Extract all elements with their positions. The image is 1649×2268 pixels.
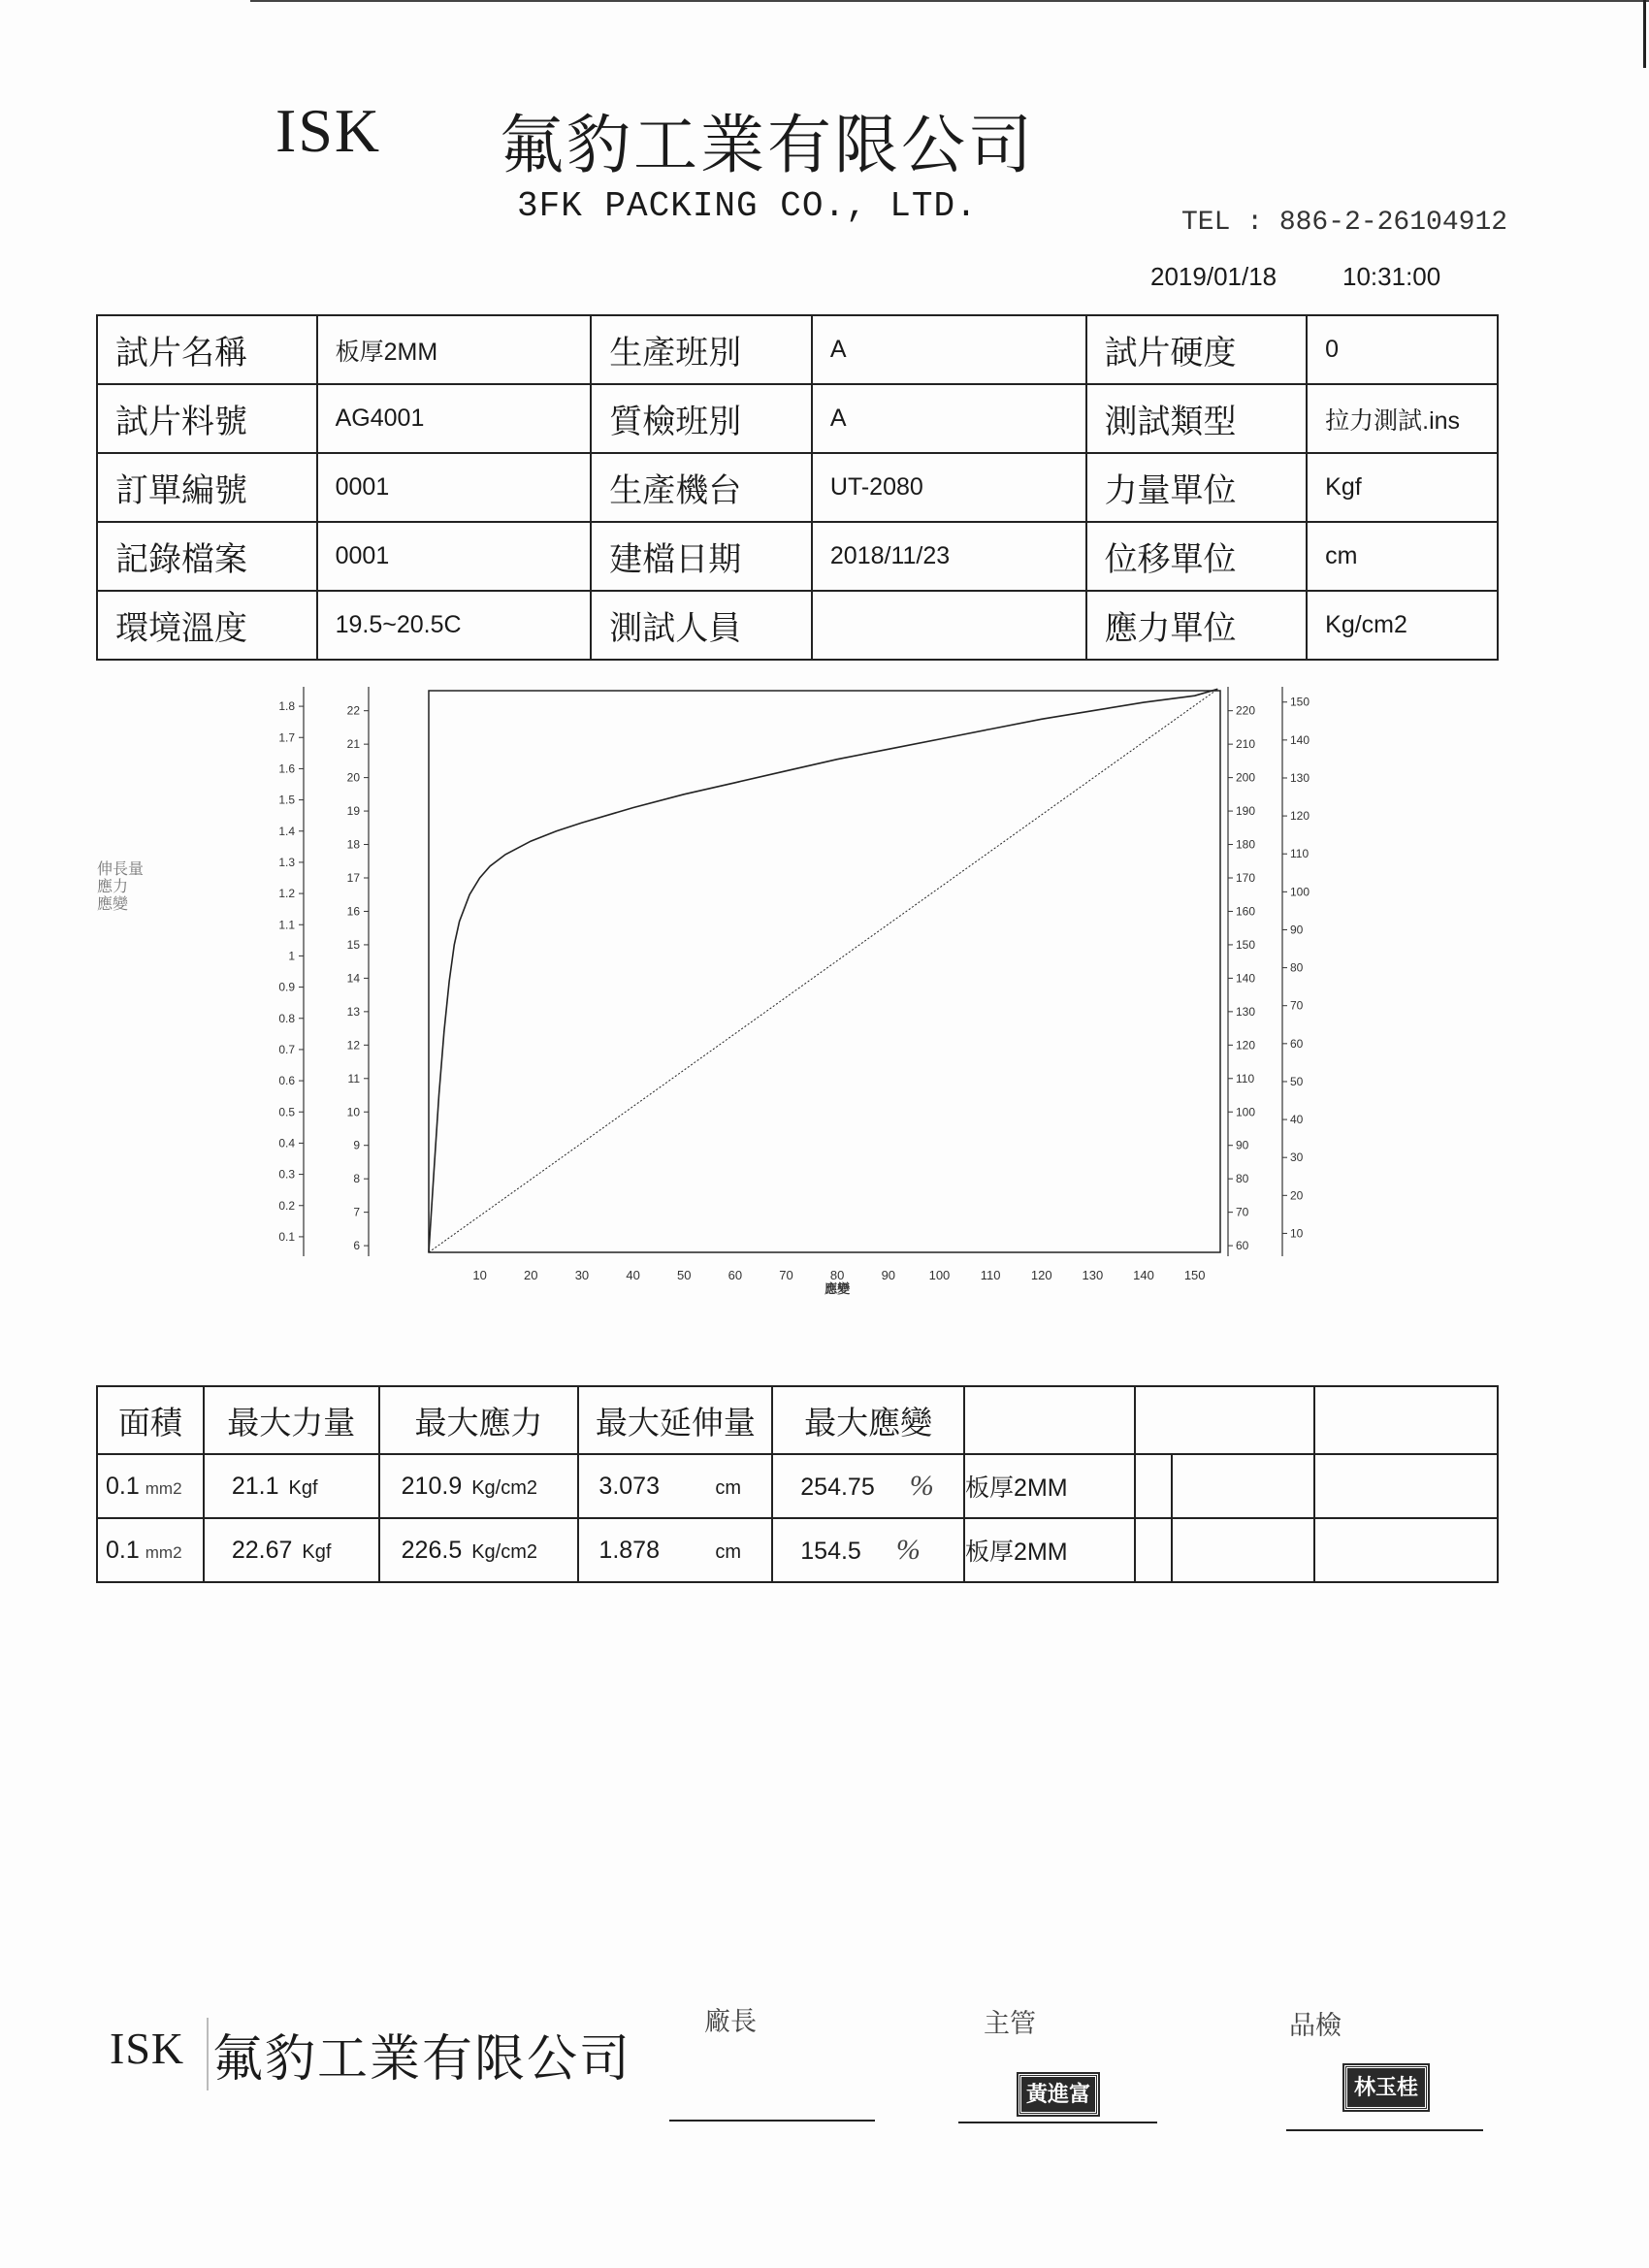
- stress-axis-tick-label: 150: [1236, 937, 1256, 952]
- force-axis-tick-label: 17: [346, 871, 360, 885]
- area-cell: [97, 1454, 204, 1518]
- stress-unit: Kg/cm2: [471, 1476, 538, 1499]
- stress-unit: Kg/cm2: [471, 1540, 538, 1563]
- empty-cell-b: [1172, 1518, 1315, 1582]
- elongation-axis-tick-label: 0.1: [278, 1229, 295, 1244]
- elongation-axis-tick-label: 0.4: [278, 1136, 295, 1150]
- secondary-axis-tick-label: 80: [1290, 960, 1304, 975]
- plot-frame: [429, 691, 1220, 1252]
- elongation-axis-tick-label: 1.5: [278, 793, 295, 807]
- info-value: [812, 591, 1086, 660]
- force-cell: [204, 1454, 379, 1518]
- stress-axis-tick-label: 60: [1236, 1239, 1249, 1253]
- info-value: 0001: [317, 453, 592, 522]
- info-row: [97, 315, 1498, 384]
- empty-cell-a: [1135, 1454, 1172, 1518]
- stress-axis-tick-label: 220: [1236, 703, 1256, 718]
- force-axis-tick-label: 8: [353, 1172, 360, 1186]
- x-tick-label: 70: [779, 1268, 793, 1282]
- results-header-cell: [964, 1386, 1135, 1454]
- qc-signature-line: [1286, 2129, 1483, 2131]
- scan-top-rule: [250, 0, 1649, 2]
- stress-cell: [379, 1518, 579, 1582]
- info-label: 質檢班別: [591, 384, 812, 453]
- empty-cell-c: [1314, 1518, 1498, 1582]
- supervisor-signature-line: [958, 2122, 1157, 2123]
- strain-cell: [772, 1518, 964, 1582]
- info-label: 應力單位: [1086, 591, 1308, 660]
- x-axis-label: 應變: [824, 1281, 851, 1296]
- results-header-cell: 最大應力: [379, 1386, 579, 1454]
- force-axis-tick-label: 11: [347, 1071, 360, 1085]
- stress-axis-tick-label: 100: [1236, 1105, 1256, 1119]
- qc-seal-stamp: 林玉桂: [1344, 2065, 1428, 2110]
- info-row: [97, 384, 1498, 453]
- force-axis-tick-label: 16: [346, 904, 360, 919]
- force-axis-tick-label: 22: [346, 703, 360, 718]
- elongation-axis-tick-label: 1.3: [278, 855, 295, 869]
- info-value: A: [812, 384, 1086, 453]
- info-label: 力量單位: [1086, 453, 1308, 522]
- x-tick-label: 30: [574, 1268, 590, 1282]
- stress-axis-tick-label: 200: [1236, 770, 1256, 785]
- force-value: 22.67: [231, 1536, 293, 1564]
- strain-value: 154.5: [800, 1538, 861, 1565]
- elongation-axis-tick-label: 0.9: [278, 980, 295, 994]
- factory-manager-signature-line: [669, 2120, 875, 2122]
- factory-manager-label: 廠長: [704, 2007, 757, 2037]
- secondary-axis-tick-label: 130: [1290, 770, 1310, 785]
- info-label: 環境溫度: [97, 591, 317, 660]
- stress-axis-tick-label: 140: [1236, 971, 1256, 986]
- stress-axis-tick-label: 170: [1236, 871, 1256, 885]
- elongation-axis-tick-label: 1: [288, 949, 295, 963]
- info-label: 記錄檔案: [97, 522, 317, 591]
- print-date: 2019/01/18: [1150, 262, 1277, 291]
- chart-legend: [97, 861, 144, 914]
- legend-strain: 應變: [97, 896, 129, 913]
- strain-value: 254.75: [800, 1474, 875, 1501]
- secondary-axis-tick-label: 100: [1290, 885, 1310, 899]
- info-value: 2018/11/23: [812, 522, 1086, 591]
- elongation-value: 3.073: [598, 1472, 660, 1500]
- stress-value: 226.5: [401, 1536, 463, 1564]
- stress-axis-tick-label: 210: [1236, 737, 1256, 752]
- telephone: TEL : 886-2-26104912: [1181, 208, 1508, 238]
- area-value: 0.1: [106, 1472, 140, 1500]
- scan-edge-mark: [1643, 0, 1646, 68]
- elongation-axis-tick-label: 1.1: [278, 918, 295, 932]
- force-axis-tick-label: 13: [346, 1004, 360, 1019]
- force-axis-tick-label: 14: [346, 971, 360, 986]
- info-value: A: [812, 315, 1086, 384]
- secondary-axis-tick-label: 60: [1290, 1036, 1304, 1051]
- results-row: [97, 1518, 1498, 1582]
- force-axis-tick-label: 7: [353, 1205, 360, 1219]
- area-value: 0.1: [106, 1536, 140, 1564]
- elongation-cell: [578, 1518, 772, 1582]
- force-cell: [204, 1518, 379, 1582]
- x-tick-label: 60: [728, 1268, 743, 1282]
- elongation-axis-tick-label: 0.2: [278, 1198, 295, 1213]
- supervisor-seal-stamp: 黃進富: [1018, 2074, 1098, 2115]
- secondary-axis-tick-label: 30: [1290, 1150, 1304, 1165]
- legend-elongation: 伸長量: [97, 861, 145, 878]
- qc-label: 品檢: [1289, 2011, 1342, 2041]
- note-cell: 板厚2MM: [964, 1454, 1135, 1518]
- elongation-unit: cm: [715, 1540, 742, 1563]
- secondary-axis-tick-label: 140: [1290, 732, 1310, 747]
- info-value: UT-2080: [812, 453, 1086, 522]
- strain-cell: [772, 1454, 964, 1518]
- results-header-cell: 最大延伸量: [578, 1386, 772, 1454]
- elongation-axis-tick-label: 1.4: [278, 824, 295, 838]
- footer-company-name: 氟豹工業有限公司: [207, 2018, 631, 2090]
- stress-axis-tick-label: 190: [1236, 804, 1256, 819]
- secondary-axis-tick-label: 50: [1290, 1074, 1304, 1088]
- force-axis-tick-label: 21: [346, 737, 360, 752]
- x-tick-label: 50: [676, 1268, 692, 1282]
- info-value: 拉力測試.ins: [1307, 384, 1498, 453]
- x-tick-label: 80: [829, 1268, 845, 1282]
- info-label: 試片硬度: [1086, 315, 1308, 384]
- x-tick-label: 140: [1133, 1268, 1154, 1282]
- secondary-axis-tick-label: 150: [1290, 695, 1310, 709]
- info-label: 建檔日期: [591, 522, 812, 591]
- force-unit: Kgf: [302, 1540, 332, 1563]
- results-header-cell: [1135, 1386, 1315, 1454]
- info-value: 板厚2MM: [317, 315, 592, 384]
- stress-axis-tick-label: 120: [1236, 1038, 1256, 1053]
- info-value: 0001: [317, 522, 592, 591]
- stress-axis-tick-label: 180: [1236, 837, 1256, 852]
- legend-stress: 應力: [97, 879, 129, 895]
- force-axis-tick-label: 12: [346, 1038, 360, 1053]
- force-axis-tick-label: 9: [353, 1138, 360, 1152]
- brand-name: ISK: [275, 96, 382, 165]
- info-label: 試片名稱: [97, 315, 317, 384]
- x-tick-label: 10: [472, 1268, 487, 1282]
- secondary-axis-tick-label: 110: [1290, 847, 1310, 861]
- info-label: 生產班別: [591, 315, 812, 384]
- x-tick-label: 110: [980, 1268, 1001, 1282]
- results-header-cell: 最大應變: [772, 1386, 964, 1454]
- x-tick-label: 100: [928, 1268, 951, 1282]
- elongation-axis-tick-label: 0.6: [278, 1074, 295, 1088]
- info-value: 19.5~20.5C: [317, 591, 592, 660]
- area-cell: [97, 1518, 204, 1582]
- elongation-value: 1.878: [598, 1536, 660, 1564]
- info-value: 0: [1307, 315, 1498, 384]
- x-tick-label: 90: [881, 1268, 896, 1282]
- results-header-cell: 最大力量: [204, 1386, 379, 1454]
- info-value: AG4001: [317, 384, 592, 453]
- force-axis-tick-label: 15: [346, 937, 360, 952]
- stress-axis-tick-label: 80: [1236, 1172, 1249, 1186]
- elongation-cell: [578, 1454, 772, 1518]
- info-label: 訂單編號: [97, 453, 317, 522]
- empty-cell-a: [1135, 1518, 1172, 1582]
- info-label: 位移單位: [1086, 522, 1308, 591]
- secondary-axis-tick-label: 90: [1290, 923, 1304, 937]
- note-cell: 板厚2MM: [964, 1518, 1135, 1582]
- x-tick-label: 120: [1030, 1268, 1052, 1282]
- empty-cell-b: [1172, 1454, 1315, 1518]
- footer-brand: ISK: [110, 2024, 185, 2073]
- force-axis-tick-label: 6: [353, 1239, 360, 1253]
- force-axis-tick-label: 18: [346, 837, 360, 852]
- info-label: 試片料號: [97, 384, 317, 453]
- info-value: Kg/cm2: [1307, 591, 1498, 660]
- results-header-cell: 面積: [97, 1386, 204, 1454]
- force-value: 21.1: [231, 1472, 279, 1500]
- strain-unit: %: [895, 1534, 921, 1566]
- elongation-axis-tick-label: 1.2: [278, 887, 295, 901]
- results-header-row: [97, 1386, 1498, 1454]
- elongation-axis-tick-label: 0.3: [278, 1167, 295, 1182]
- results-table: [96, 1385, 1499, 1583]
- force-axis-tick-label: 10: [346, 1105, 360, 1119]
- supervisor-label: 主管: [984, 2009, 1036, 2039]
- info-label: 生產機台: [591, 453, 812, 522]
- elongation-axis-tick-label: 1.6: [278, 761, 295, 776]
- info-value: Kgf: [1307, 453, 1498, 522]
- company-name-zh: 氟豹工業有限公司: [500, 111, 1035, 181]
- secondary-axis-tick-label: 40: [1290, 1113, 1304, 1127]
- results-row: [97, 1454, 1498, 1518]
- stress-axis-tick-label: 110: [1236, 1071, 1255, 1085]
- x-tick-label: 20: [524, 1268, 538, 1282]
- stress-axis-tick-label: 130: [1236, 1004, 1256, 1019]
- area-unit: mm2: [145, 1542, 182, 1562]
- stress-axis-tick-label: 160: [1236, 904, 1256, 919]
- info-label: 測試人員: [591, 591, 812, 660]
- info-label: 測試類型: [1086, 384, 1308, 453]
- specimen-info-table: [96, 314, 1499, 661]
- secondary-axis-tick-label: 70: [1290, 998, 1304, 1013]
- elongation-axis-tick-label: 1.8: [278, 699, 295, 714]
- stress-cell: [379, 1454, 579, 1518]
- info-row: [97, 522, 1498, 591]
- stress-axis-tick-label: 90: [1236, 1138, 1249, 1152]
- elongation-axis-tick-label: 0.8: [278, 1011, 295, 1025]
- area-unit: mm2: [145, 1478, 182, 1498]
- elongation-unit: cm: [715, 1476, 742, 1499]
- stress-strain-chart: [233, 684, 1339, 1305]
- reference-line: [429, 689, 1217, 1252]
- secondary-axis-tick-label: 120: [1290, 809, 1310, 824]
- stress-value: 210.9: [401, 1472, 463, 1500]
- print-time: 10:31:00: [1342, 262, 1441, 291]
- elongation-axis-tick-label: 0.5: [278, 1105, 295, 1119]
- strain-unit: %: [909, 1470, 934, 1502]
- x-tick-label: 150: [1183, 1268, 1206, 1282]
- secondary-axis-tick-label: 10: [1290, 1226, 1304, 1241]
- empty-cell-c: [1314, 1454, 1498, 1518]
- secondary-axis-tick-label: 20: [1290, 1188, 1304, 1203]
- info-row: [97, 453, 1498, 522]
- x-tick-label: 40: [626, 1268, 640, 1282]
- elongation-axis-tick-label: 0.7: [278, 1042, 295, 1056]
- info-row: [97, 591, 1498, 660]
- elongation-axis-tick-label: 1.7: [278, 730, 295, 745]
- results-header-cell: [1314, 1386, 1498, 1454]
- x-tick-label: 130: [1082, 1268, 1104, 1282]
- company-name-en: 3FK PACKING CO., LTD.: [517, 186, 978, 226]
- force-axis-tick-label: 19: [346, 804, 360, 819]
- force-unit: Kgf: [288, 1476, 318, 1499]
- info-value: cm: [1307, 522, 1498, 591]
- force-axis-tick-label: 20: [346, 770, 360, 785]
- stress-axis-tick-label: 70: [1236, 1205, 1249, 1219]
